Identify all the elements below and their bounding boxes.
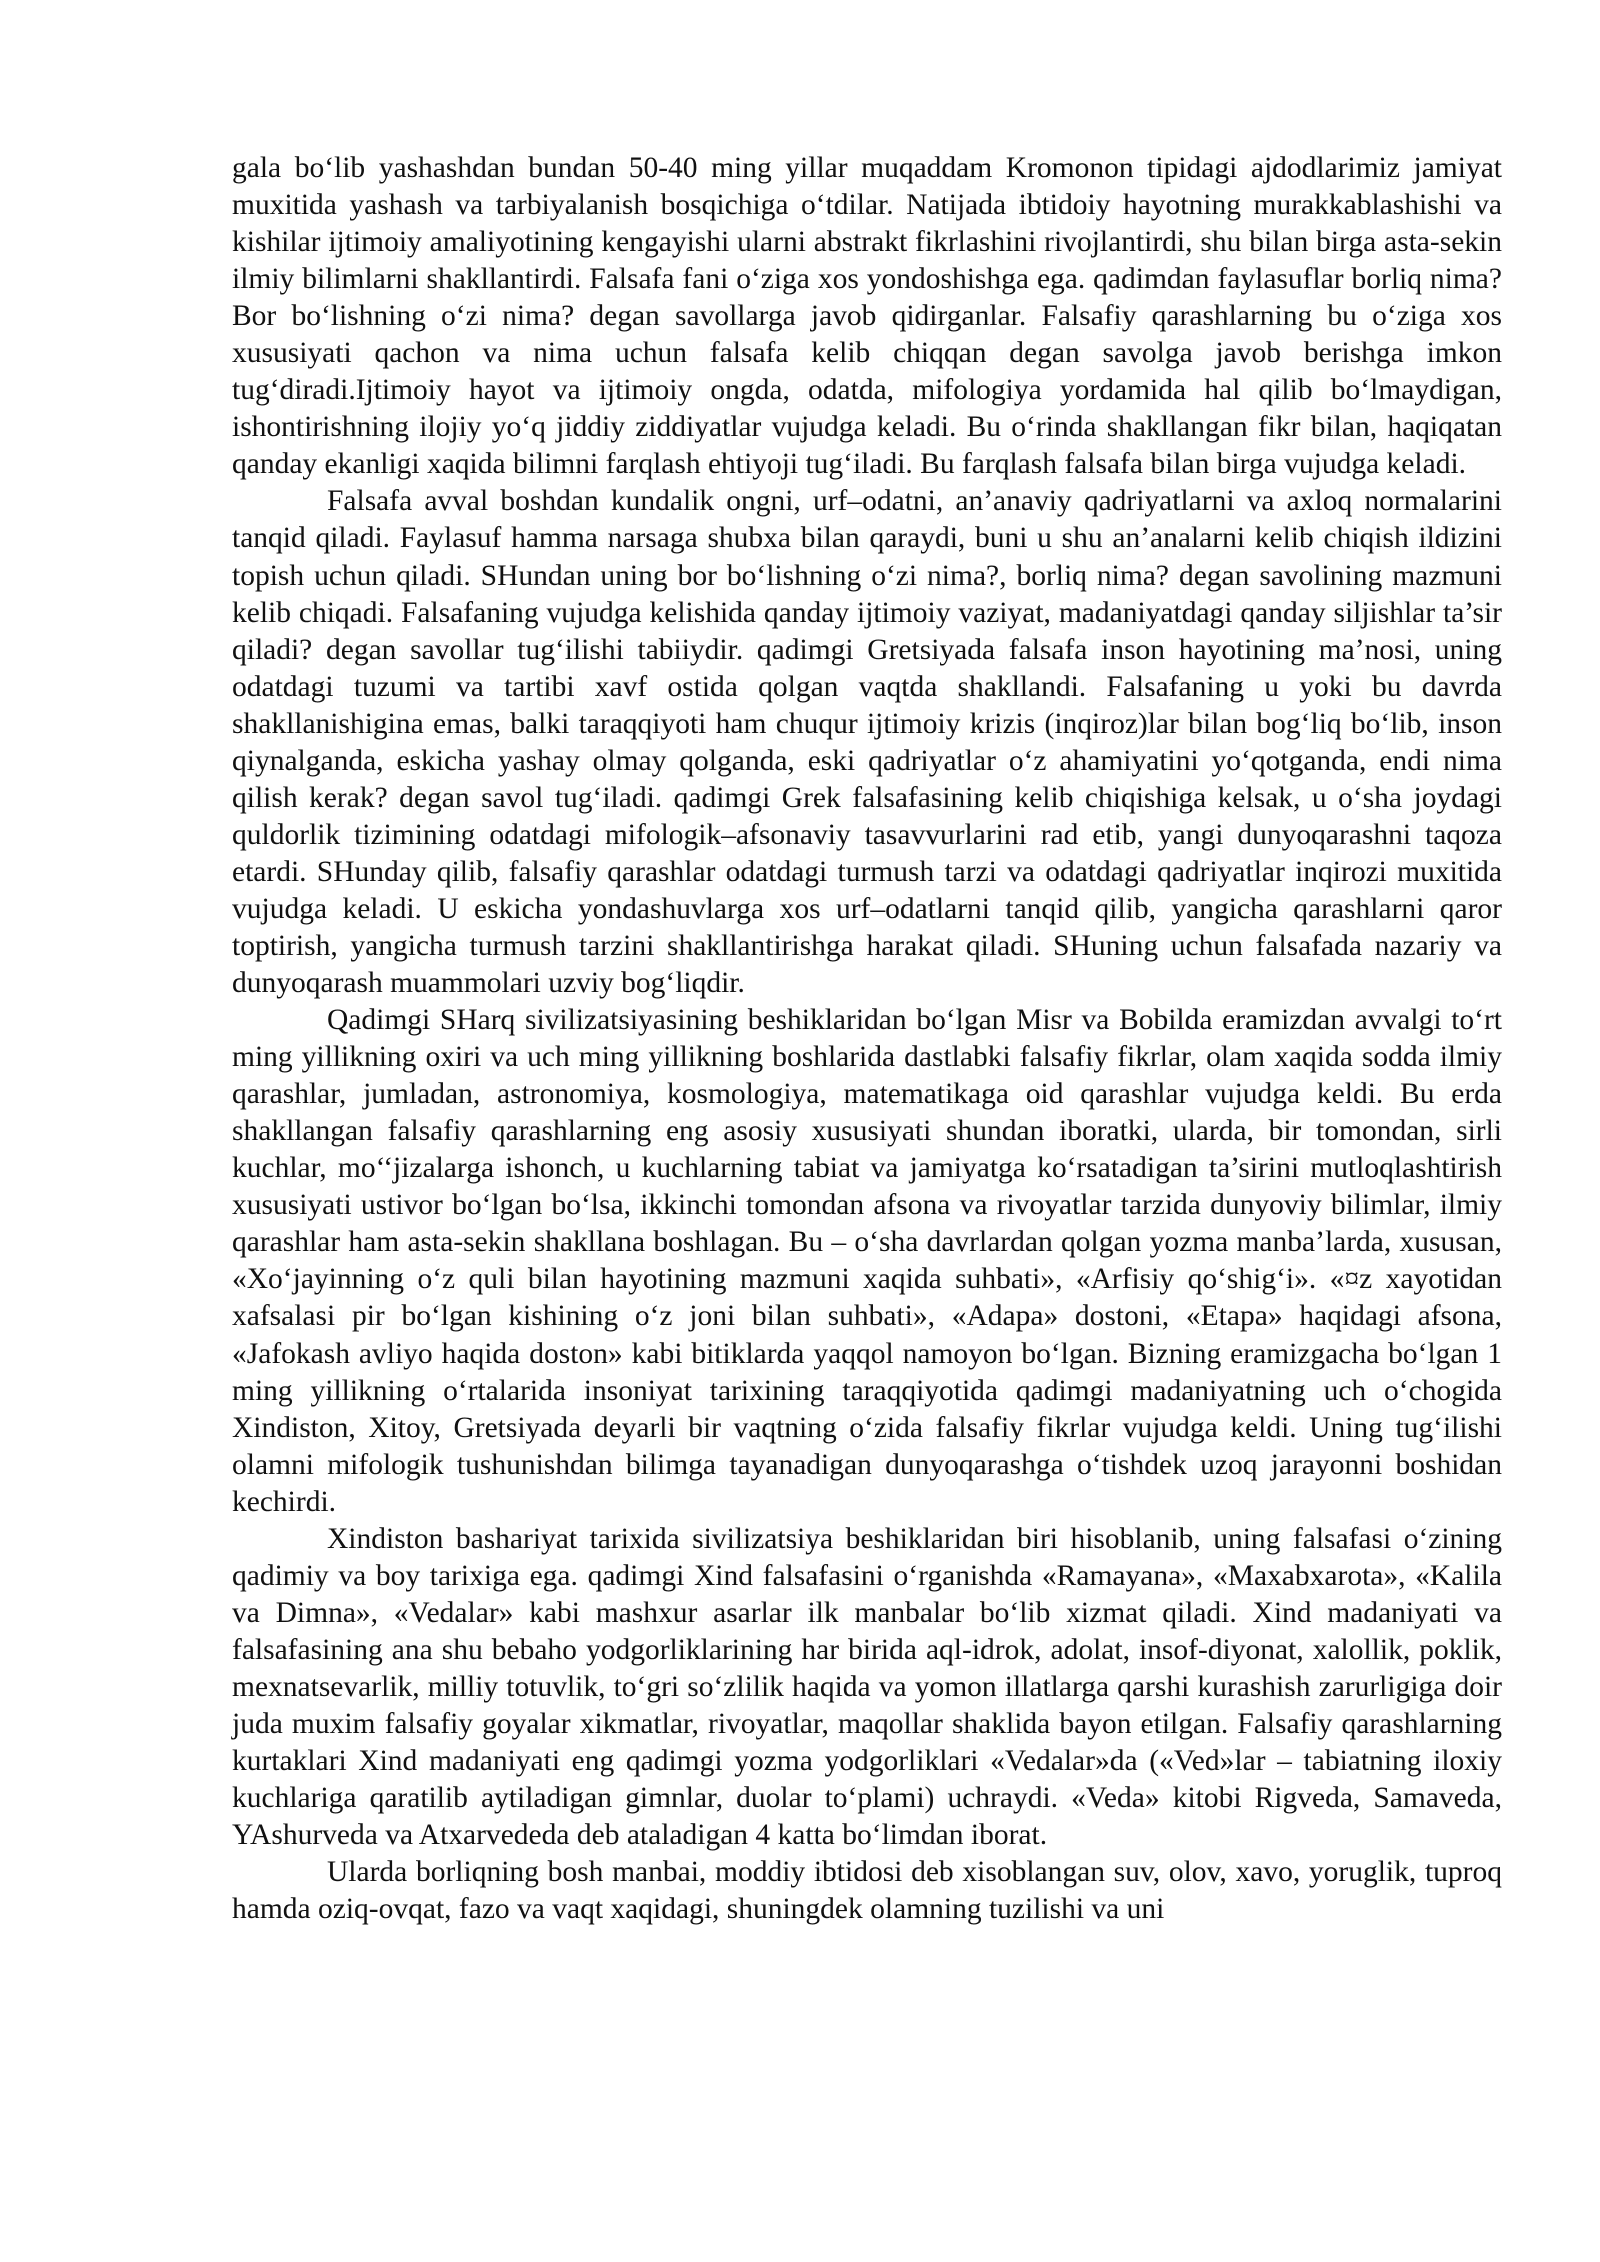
paragraph-3: Qadimgi SHarq sivilizatsiyasining beshiklaridan bo‘lgan Misr va Bobilda eramizdan avvalgi to‘rt ming yillikning oxiri va uch ming yillikning boshlarida dastlabki falsafiy fikrlar, olam xaqida sodda ilmiy qarashlar, jumladan, astronomiya, kosmologiya, matematikaga oid qarashlar vujudga keldi. Bu erda shakllangan falsafiy qarashlarning eng asosiy xususiyati shundan iboratki, ularda, bir tomondan, sirli kuchlar, mo‘‘jizalarga ishonch, u kuchlarning tabiat va jamiyatga ko‘rsatadigan ta’sirini mutloqlashtirish xususiyati ustivor bo‘lgan bo‘lsa, ikkinchi tomondan afsona va rivoyatlar tarzida dunyoviy bilimlar, ilmiy qarashlar ham asta-sekin shakllana boshlagan. Bu – o‘sha davrlardan qolgan yozma manba’larda, xususan, «Xo‘jayinning o‘z quli bilan hayotining mazmuni xaqida suhbati», «Arfisiy qo‘shig‘i». «¤z xayotidan xafsalasi pir bo‘lgan kishining o‘z joni bilan suhbati», «Adapa» dostoni, «Etapa» haqidagi afsona, «Jafokash avliyo haqida doston» kabi bitiklarda yaqqol namoyon bo‘lgan. Bizning eramizgacha bo‘lgan 1 ming yillikning o‘rtalarida insoniyat tarixining taraqqiyotida qadimgi madaniyatning uch o‘chogida Xindiston, Xitoy, Gretsiyada deyarli bir vaqtning o‘zida falsafiy fikrlar vujudga keldi. Uning tug‘ilishi olamni mifologik tushunishdan bilimga tayanadigan dunyoqarashga o‘tishdek uzoq jarayonni boshidan kechirdi. bbox=[232, 1004, 1502, 1518]
paragraph-1: gala bo‘lib yashashdan bundan 50-40 ming yillar muqaddam Kromonon tipidagi ajdodlarimiz jamiyat muxitida yashash va tarbiyalanish bosqichiga o‘tdilar. Natijada ibtidoiy hayotning murakkablashishi va kishilar ijtimoiy amaliyotining kengayishi ularni abstrakt fikrlashini rivojlantirdi, shu bilan birga asta-sekin ilmiy bilimlarni shakllantirdi. Falsafa fani o‘ziga xos yondoshishga ega. qadimdan faylasuflar borliq nima? Bor bo‘lishning o‘zi nima? degan savollarga javob qidirganlar. Falsafiy qarashlarning bu o‘ziga xos xususiyati qachon va nima uchun falsafa kelib chiqqan degan savolga javob berishga imkon tug‘diradi.Ijtimoiy hayot va ijtimoiy ongda, odatda, mifologiya yordamida hal qilib bo‘lmaydigan, ishontirishning ilojiy yo‘q jiddiy ziddiyatlar vujudga keladi. Bu o‘rinda shakllangan fikr bilan, haqiqatan qanday ekanligi xaqida bilimni farqlash ehtiyoji tug‘iladi. Bu farqlash falsafa bilan birga vujudga keladi. bbox=[232, 152, 1502, 481]
paragraph-2: Falsafa avval boshdan kundalik ongni, urf–odatni, an’anaviy qadriyatlarni va axloq normalarini tanqid qiladi. Faylasuf hamma narsaga shubxa bilan qaraydi, buni u shu an’analarni kelib chiqish ildizini topish uchun qiladi. SHundan uning bor bo‘lishning o‘zi nima?, borliq nima? degan savolining mazmuni kelib chiqadi. Falsafaning vujudga kelishida qanday ijtimoiy vaziyat, madaniyatdagi qanday siljishlar ta’sir qiladi? degan savollar tug‘ilishi tabiiydir. qadimgi Gretsiyada falsafa inson hayotining ma’nosi, uning odatdagi tuzumi va tartibi xavf ostida qolgan vaqtda shakllandi. Falsafaning u yoki bu davrda shakllanishigina emas, balki taraqqiyoti ham chuqur ijtimoiy krizis (inqiroz)lar bilan bog‘liq bo‘lib, inson qiynalganda, eskicha yashay olmay qolganda, eski qadriyatlar o‘z ahamiyatini yo‘qotganda, endi nima qilish kerak? degan savol tug‘iladi. qadimgi Grek falsafasining kelib chiqishiga kelsak, u o‘sha joydagi quldorlik tizimining odatdagi mifologik–afsonaviy tasavvurlarini rad etib, yangi dunyoqarashni taqoza etardi. SHunday qilib, falsafiy qarashlar odatdagi turmush tarzi va odatdagi qadriyatlar inqirozi muxitida vujudga keladi. U eskicha yondashuvlarga xos urf–odatlarni tanqid qilib, yangicha qarashlarni qaror toptirish, yangicha turmush tarzini shakllantirishga harakat qiladi. SHuning uchun falsafada nazariy va dunyoqarash muammolari uzviy bog‘liqdir. bbox=[232, 485, 1502, 1000]
paragraph-4: Xindiston bashariyat tarixida sivilizatsiya beshiklaridan biri hisoblanib, uning falsafasi o‘zining qadimiy va boy tarixiga ega. qadimgi Xind falsafasini o‘rganishda «Ramayana», «Maxabxarota», «Kalila va Dimna», «Vedalar» kabi mashxur asarlar ilk manbalar bo‘lib xizmat qiladi. Xind madaniyati va falsafasining ana shu bebaho yodgorliklarining har birida aql-idrok, adolat, insof-diyonat, xalollik, poklik, mexnatsevarlik, milliy totuvlik, to‘gri so‘zlilik haqida va yomon illatlarga qarshi kurashish zarurligiga doir juda muxim falsafiy goyalar xikmatlar, rivoyatlar, maqollar shaklida bayon etilgan. Falsafiy qarashlarning kurtaklari Xind madaniyati eng qadimgi yozma yodgorliklari «Vedalar»da («Ved»lar – tabiatning iloxiy kuchlariga qaratilib aytiladigan gimnlar, duolar to‘plami) uchraydi. «Veda» kitobi Rigveda, Samaveda, YAshurveda va Atxarvededa deb ataladigan 4 katta bo‘limdan iborat. bbox=[232, 1522, 1502, 1852]
document-page bbox=[232, 150, 1502, 1928]
paragraph-5: Ularda borliqning bosh manbai, moddiy ibtidosi deb xisoblangan suv, olov, xavo, yoruglik, tuproq hamda oziq-ovqat, fazo va vaqt xaqidagi, shuningdek olamning tuzilishi va uni bbox=[232, 1856, 1502, 1926]
